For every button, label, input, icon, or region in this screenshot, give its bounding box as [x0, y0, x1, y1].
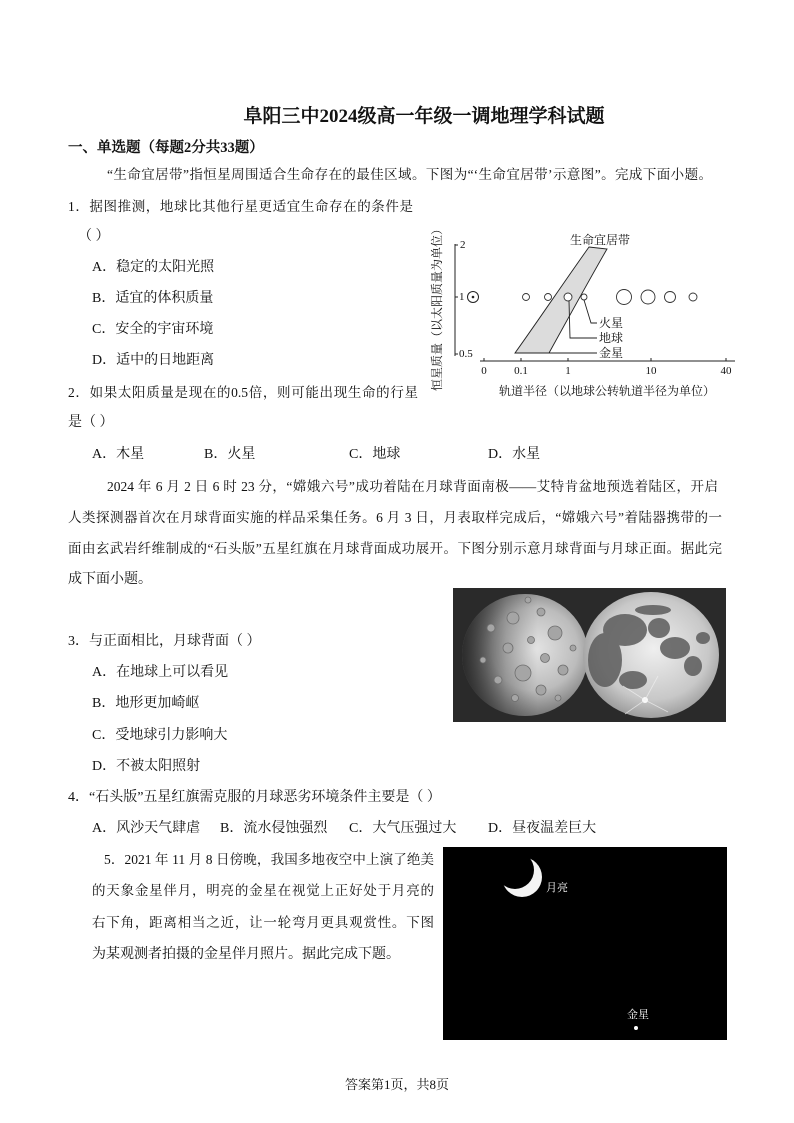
q1-answer-paren: （ ） [78, 229, 110, 244]
q3-option-d: D．不被太阳照射 [92, 759, 201, 774]
lunar-mare [660, 637, 690, 659]
q4-option-c: C．大气压强过大 [349, 821, 457, 836]
page-footer: 答案第1页，共8页 [344, 1077, 449, 1092]
lunar-mare [696, 632, 710, 644]
crater [512, 695, 519, 702]
y-tick-label: 1 [459, 291, 465, 303]
page-title: 阜阳三中2024级高一年级一调地理学科试题 [243, 106, 605, 127]
x-tick-label: 1 [565, 365, 571, 377]
habitable-zone-label: 生命宜居带 [569, 233, 631, 247]
crater [548, 626, 562, 640]
venus-moon-photo [443, 847, 727, 1040]
venus-label: 金星 [599, 346, 624, 360]
crater [480, 657, 486, 663]
planet-mercury [523, 294, 530, 301]
q1-option-a: A．稳定的太阳光照 [92, 260, 215, 275]
q2-option-c: C．地球 [349, 447, 401, 462]
intro-change6-line: 2024 年 6 月 2 日 6 时 23 分，“嫦娥六号”成功着陆在月球背面南极——艾特肯盆地预选着陆区，开启 [107, 479, 718, 494]
x-tick-label: 10 [645, 365, 657, 377]
q3-option-c: C．受地球引力影响大 [92, 728, 228, 743]
planet-mars [581, 294, 587, 300]
y-tick-label: 0.5 [459, 348, 473, 360]
planet-jupiter [617, 290, 632, 305]
crescent-moon-shadow [496, 851, 534, 889]
q4-option-b: B．流水侵蚀强烈 [220, 821, 328, 836]
intro-change6-line: 人类探测器首次在月球背面实施的样品采集任务。6 月 3 日，月表取样完成后，“嫦娥六号”着陆器携带的一 [68, 510, 722, 525]
night-sky [443, 847, 727, 1040]
lunar-mare [648, 618, 670, 638]
crater [555, 695, 561, 701]
q3-option-b: B．地形更加崎岖 [92, 696, 200, 711]
lunar-mare [635, 605, 671, 615]
x-tick-label: 40 [720, 365, 732, 377]
q2-option-d: D．水星 [488, 447, 541, 462]
planet-earth [564, 293, 572, 301]
intro-change6-line: 面由玄武岩纤维制成的“石头版”五星红旗在月球背面成功展开。下图分别示意月球背面与月球正面。据此完 [68, 541, 722, 556]
q5-stem-line: 右下角，距离相当之近，让一轮弯月更具观赏性。下图 [92, 915, 434, 930]
venus-dot [634, 1026, 638, 1030]
crater [541, 654, 550, 663]
moon-far-near-photo [453, 588, 726, 722]
x-axis-label: 轨道半径（以地球公转轨道半径为单位） [498, 384, 716, 398]
q1-option-c: C．安全的宇宙环境 [92, 322, 214, 337]
crater [528, 637, 535, 644]
planet-venus [545, 294, 552, 301]
crater [537, 608, 545, 616]
q5-stem-line: 为某观测者拍摄的金星伴月照片。据此完成下题。 [92, 947, 400, 962]
crater [536, 685, 546, 695]
q5-stem-line: 的天象金星伴月，明亮的金星在视觉上正好处于月亮的 [92, 883, 434, 898]
q5-stem-line: 5．2021 年 11 月 8 日傍晚，我国多地夜空中上演了绝美 [104, 852, 434, 867]
section-header: 一、单选题（每题2分共33题） [68, 140, 264, 156]
planet-uranus [665, 292, 676, 303]
crater [515, 665, 531, 681]
q3-option-a: A．在地球上可以看见 [92, 665, 229, 680]
q4-option-a: A．风沙天气肆虐 [92, 821, 201, 836]
q1-option-d: D．适中的日地距离 [92, 353, 215, 368]
q4-option-d: D．昼夜温差巨大 [488, 821, 597, 836]
q2-stem: 2．如果太阳质量是现在的0.5倍，则可能出现生命的行星 [68, 385, 418, 400]
q2-option-b: B．火星 [204, 447, 256, 462]
crater [503, 643, 513, 653]
lunar-mare [684, 656, 702, 676]
crater [570, 645, 576, 651]
q3-stem: 3．与正面相比，月球背面（ ） [68, 634, 261, 649]
mars-leader-line [584, 300, 597, 323]
crater [487, 624, 495, 632]
habitable-zone-band [515, 247, 607, 353]
crater [558, 665, 568, 675]
intro-change6-line: 成下面小题。 [68, 572, 152, 587]
q4-stem: 4．“石头版”五星红旗需克服的月球恶劣环境条件主要是（ ） [68, 790, 441, 805]
q2-option-a: A．木星 [92, 447, 145, 462]
venus-label: 金星 [627, 1009, 649, 1021]
crater [507, 612, 519, 624]
y-tick-label: 2 [460, 239, 466, 251]
planet-saturn [641, 290, 655, 304]
sun-icon-center [472, 296, 475, 299]
q1-option-b: B．适宜的体积质量 [92, 291, 214, 306]
q1-stem: 1．据图推测，地球比其他行星更适宜生命存在的条件是 [68, 199, 413, 214]
moon-far-side-shadow [462, 594, 588, 716]
q2-stem-end: 是（ ） [68, 415, 114, 430]
moon-label: 月亮 [546, 882, 568, 894]
mars-label: 火星 [599, 316, 624, 330]
planet-neptune [689, 293, 697, 301]
lunar-mare [588, 633, 622, 687]
x-tick-label: 0 [481, 365, 487, 377]
earth-label: 地球 [599, 331, 624, 345]
habitable-zone-diagram [415, 220, 740, 405]
intro-habitable-zone: “生命宜居带”指恒星周围适合生命存在的最佳区域。下图为“‘生命宜居带’示意图”。完成下面小题。 [107, 167, 712, 182]
x-tick-label: 0.1 [514, 365, 528, 377]
crater [525, 597, 531, 603]
y-axis-label: 恒星质量（以太阳质量为单位） [430, 222, 444, 392]
crater [494, 676, 502, 684]
